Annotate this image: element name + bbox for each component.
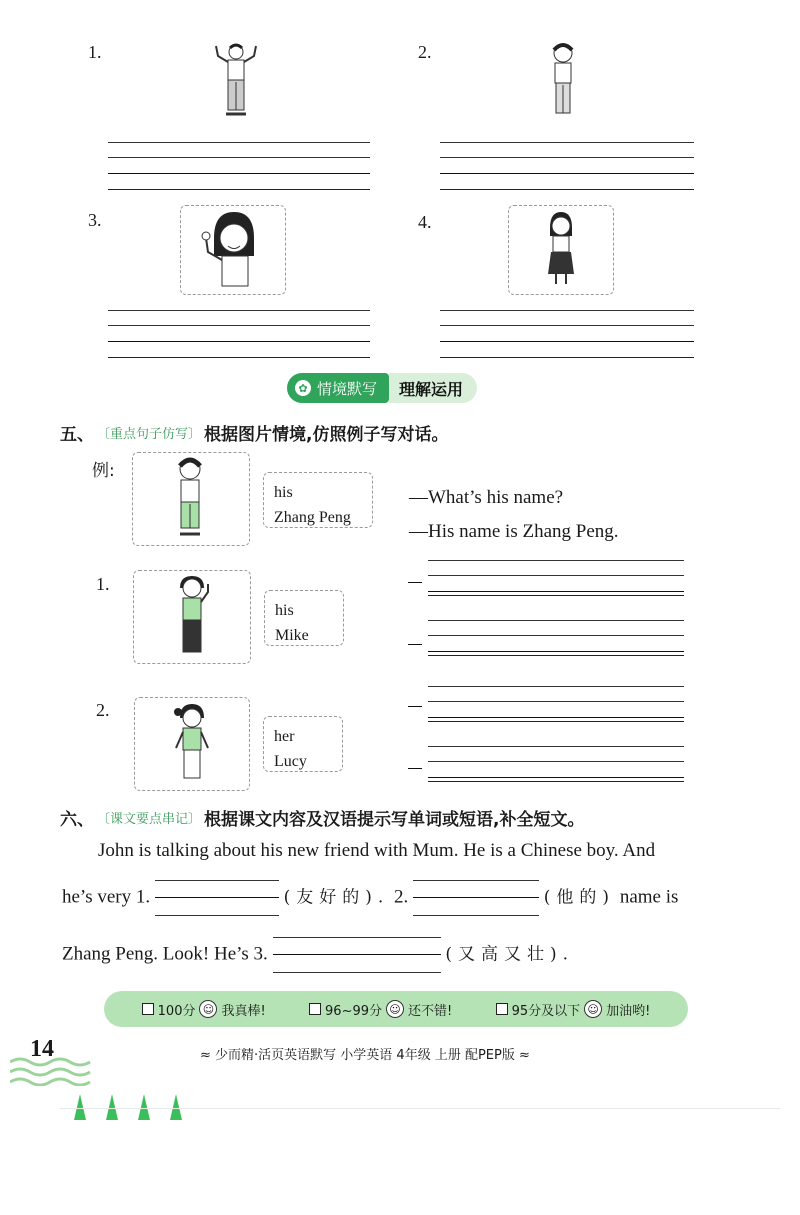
paragraph-line-3: [62, 937, 574, 973]
blank-3[interactable]: [273, 937, 441, 973]
item-number: 1.: [96, 574, 110, 594]
item-number: 2.: [96, 700, 110, 720]
hint-1: (友好的).: [283, 887, 390, 908]
checkbox-icon[interactable]: [142, 1003, 154, 1015]
word-hint-box: [263, 472, 373, 528]
footer-text: ≈ 少而精·活页英语默写 小学英语 4年级 上册 配PEP版 ≈: [200, 1048, 530, 1063]
banner-tail: 理解运用: [389, 373, 477, 403]
grass-decoration-icon: [70, 1090, 200, 1124]
score-label: 100分: [157, 1003, 196, 1019]
example-label: 例:: [92, 461, 115, 481]
example-answer: —His name is Zhang Peng.: [409, 521, 619, 542]
checkbox-icon[interactable]: [309, 1003, 321, 1015]
blank-2[interactable]: [413, 880, 539, 916]
paragraph-line-2: [62, 880, 678, 916]
section-number: 六、: [60, 810, 94, 830]
answer-lines[interactable]: [440, 142, 694, 190]
dialog-dash: [408, 644, 422, 645]
section-five-heading: [60, 420, 448, 445]
answer-lines[interactable]: [428, 560, 684, 596]
section-banner: [287, 373, 503, 403]
section-instruction: 根据图片情境,仿照例子写对话。: [204, 425, 449, 445]
score-bar: [104, 991, 688, 1027]
zhang-peng-illustration: [172, 456, 208, 542]
word-hint-box: [263, 716, 343, 772]
section-number: 五、: [60, 425, 94, 445]
item-number: 3.: [88, 210, 102, 230]
section-tag: 〔课文要点串记〕: [97, 812, 202, 827]
score-label: 96~99分: [325, 1003, 383, 1019]
paragraph-line-1: John is talking about his new friend with Mum. He is a Chinese boy. And: [98, 840, 656, 861]
answer-lines[interactable]: [428, 746, 684, 782]
item-number: 1.: [88, 42, 102, 62]
item-number: 2.: [418, 42, 432, 62]
example-question: —What’s his name?: [409, 487, 564, 508]
hint-2: (他的): [543, 887, 616, 908]
section-tag: 〔重点句子仿写〕: [97, 427, 202, 442]
banner-pill: [287, 373, 389, 403]
hint-word: Lucy: [274, 753, 307, 770]
hint-word: Zhang Peng: [274, 509, 351, 526]
score-option[interactable]: [142, 1000, 266, 1019]
hint-word: her: [274, 728, 295, 745]
dialog-dash: [408, 768, 422, 769]
smiley-icon: ☺: [584, 1000, 602, 1018]
text-segment: 2.: [394, 886, 409, 908]
word-hint-box: [264, 590, 344, 646]
boy-standing-illustration: [546, 42, 580, 120]
checkbox-icon[interactable]: [496, 1003, 508, 1015]
page-divider: [60, 1108, 780, 1109]
item-number: 4.: [418, 212, 432, 232]
dialog-dash: [408, 706, 422, 707]
hint-word: Mike: [275, 627, 309, 644]
hint-word: his: [274, 484, 293, 501]
page-number: 14: [30, 1036, 54, 1062]
boy-flexing-illustration: [210, 42, 262, 122]
wave-decoration-icon: [10, 1056, 94, 1086]
medal-icon: ✿: [295, 380, 311, 396]
hint-3: (又高又壮).: [445, 944, 574, 965]
score-comment: 我真棒!: [221, 1003, 266, 1019]
section-six-heading: [60, 805, 584, 830]
blank-1[interactable]: [155, 880, 279, 916]
dialog-dash: [408, 582, 422, 583]
text-segment: name is: [619, 886, 679, 908]
text-segment: Zhang Peng. Look! He’s 3.: [62, 943, 268, 965]
girl-standing-illustration: [544, 210, 578, 290]
score-option[interactable]: [496, 1000, 651, 1019]
hint-word: his: [275, 602, 294, 619]
score-comment: 还不错!: [408, 1003, 453, 1019]
banner-label: 情境默写: [317, 379, 378, 398]
lucy-illustration: [170, 702, 214, 788]
score-label: 95分及以下: [511, 1003, 581, 1019]
smiley-icon: ☺: [199, 1000, 217, 1018]
answer-lines[interactable]: [108, 142, 370, 190]
girl-waving-illustration: [200, 210, 266, 292]
answer-lines[interactable]: [428, 686, 684, 722]
score-comment: 加油哟!: [606, 1003, 651, 1019]
answer-lines[interactable]: [428, 620, 684, 656]
text-segment: he’s very 1.: [62, 886, 151, 908]
smiley-icon: ☺: [386, 1000, 404, 1018]
score-option[interactable]: [309, 1000, 452, 1019]
mike-illustration: [172, 574, 212, 660]
answer-lines[interactable]: [108, 310, 370, 358]
section-instruction: 根据课文内容及汉语提示写单词或短语,补全短文。: [204, 810, 585, 830]
answer-lines[interactable]: [440, 310, 694, 358]
